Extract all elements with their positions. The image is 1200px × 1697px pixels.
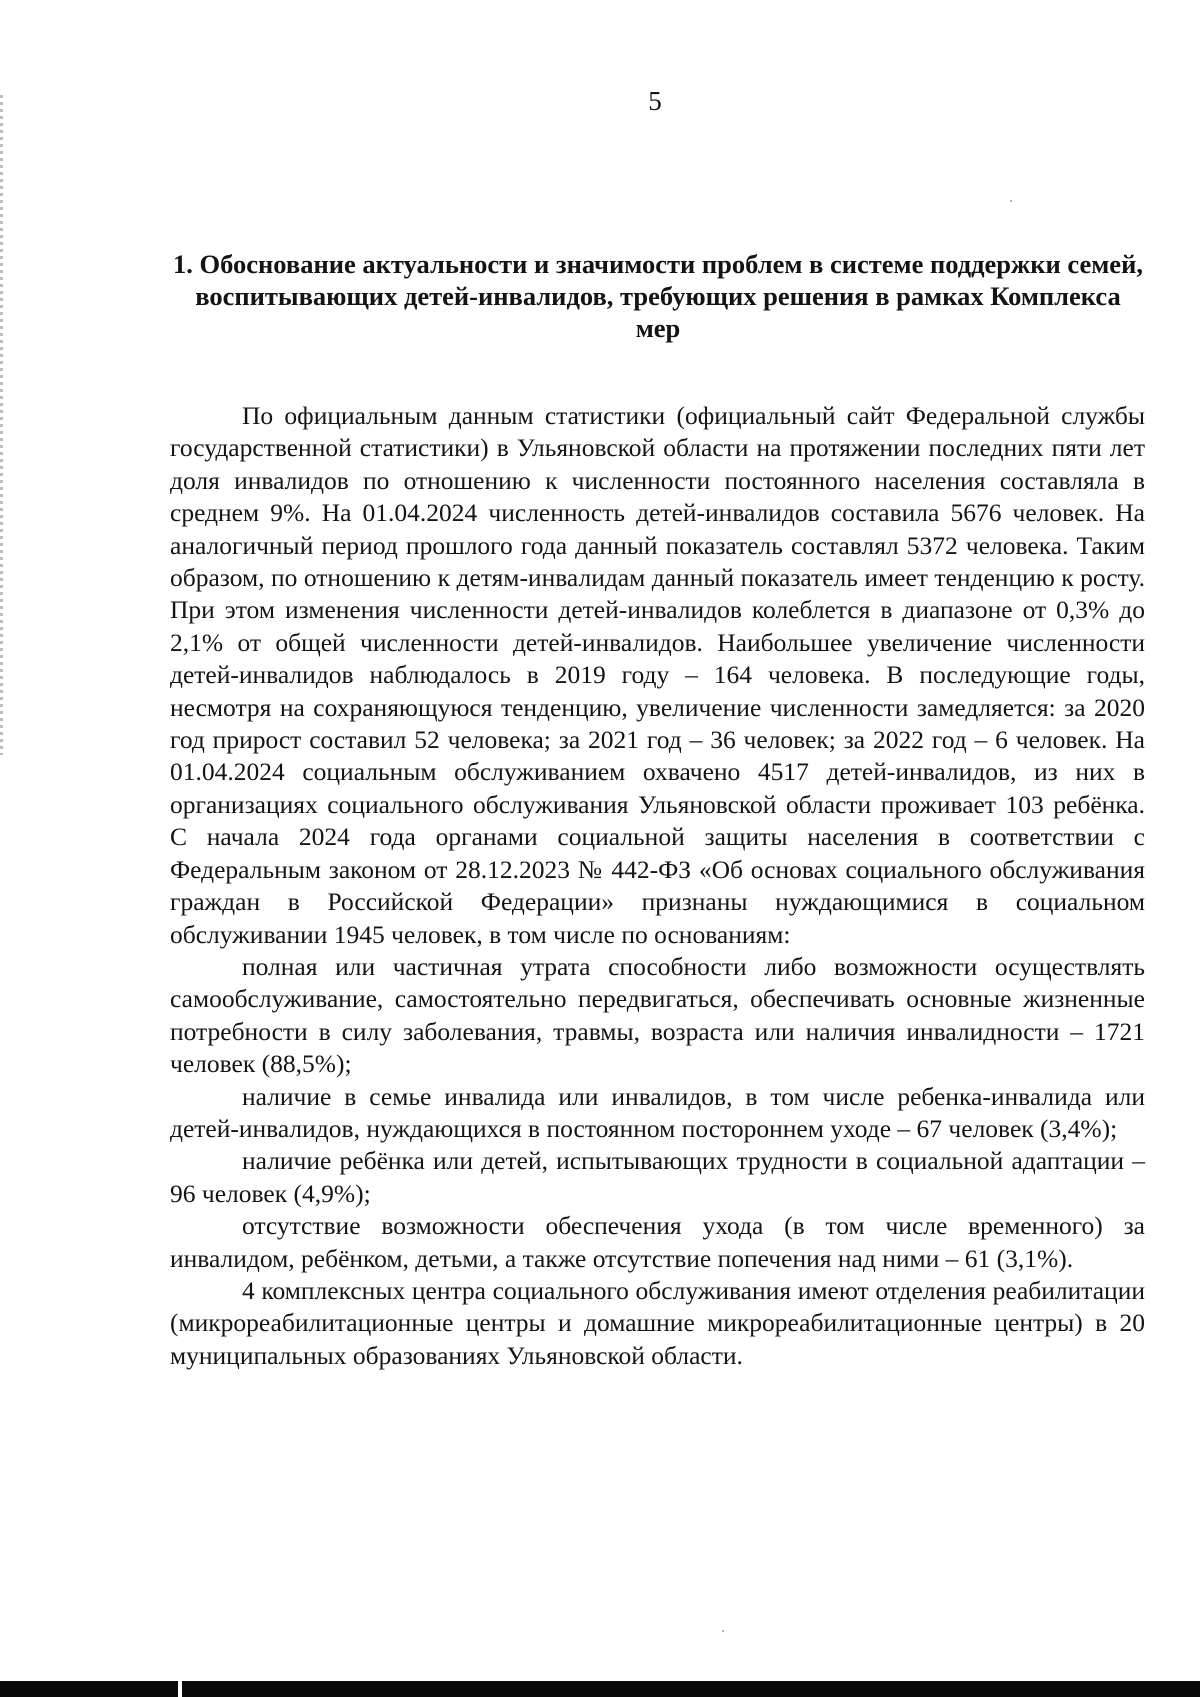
scan-speck (722, 1630, 724, 1632)
scan-bottom-edge (0, 1681, 1200, 1697)
paragraph-reason-no-care: отсутствие возможности обеспечения ухода (в том числе временного) за инвалидом, ребёнком, детьми, а также отсутствие попечения над ними – 61 (3,1%). (170, 1211, 1145, 1273)
paragraph-reason-adaptation: наличие ребёнка или детей, испытывающих трудности в социальной адаптации – 96 человек (4,9%); (170, 1146, 1145, 1208)
paragraph-rehab-centers: 4 комплексных центра социального обслуживания имеют отделения реабилитации (микрореабилитационные центры и домашние микрореабилитационные центры) в 20 муниципальных образованиях Ульяновской области. (170, 1275, 1145, 1370)
paragraph-statistics: По официальным данным статистики (официальный сайт Федеральной службы государственной статистики) в Ульяновской области на протяжении последних пяти лет доля инвалидов по отношению к численности постоянного населения составляла в среднем 9%. На 01.04.2024 численность детей-инвалидов составила 5676 человек. На аналогичный период прошлого года данный показатель составлял 5372 человека. Таким образом, по отношению к детям-инвалидам данный показатель имеет тенденцию к росту. При этом изменения численности детей-инвалидов колеблется в диапазоне от 0,3% до 2,1% от общей численности детей-инвалидов. Наибольшее увеличение численности детей-инвалидов наблюдалось в 2019 году – 164 человека. В последующие годы, несмотря на сохраняющуюся тенденцию, увеличение численности замедляется: за 2020 год прирост составил 52 человека; за 2021 год – 36 человек; за 2022 год – 6 человек. На 01.04.2024 социальным обслуживанием охвачено 4517 детей-инвалидов, из них в организациях социального обслуживания Ульяновской области проживает 103 ребёнка. С начала 2024 года органами социальной защиты населения в соответствии с Федеральным законом от 28.12.2023 № 442-ФЗ «Об основах социального обслуживания граждан в Российской Федерации» признаны нуждающимися в социальном обслуживании 1945 человек, в том числе по основаниям: (170, 401, 1145, 949)
scan-edge-mark (0, 95, 3, 755)
scan-speck (1010, 200, 1012, 202)
paragraph-reason-family-care: наличие в семье инвалида или инвалидов, в том числе ребенка-инвалида или детей-инвалидов, нуждающихся в постоянном постороннем уходе – 67 человек (3,4%); (170, 1081, 1145, 1143)
section-title: 1. Обоснование актуальности и значимости проблем в системе поддержки семей, воспитывающих детей-инвалидов, требующих решения в рамках Комплекса мер (173, 249, 1143, 343)
paragraph-reason-self-care: полная или частичная утрата способности либо возможности осуществлять самообслуживание, самостоятельно передвигаться, обеспечивать основные жизненные потребности в силу заболевания, травмы, возраста или наличия инвалидности – 1721 человек (88,5%); (170, 951, 1145, 1079)
body-text (170, 400, 1145, 1372)
page-number: 5 (648, 86, 662, 116)
